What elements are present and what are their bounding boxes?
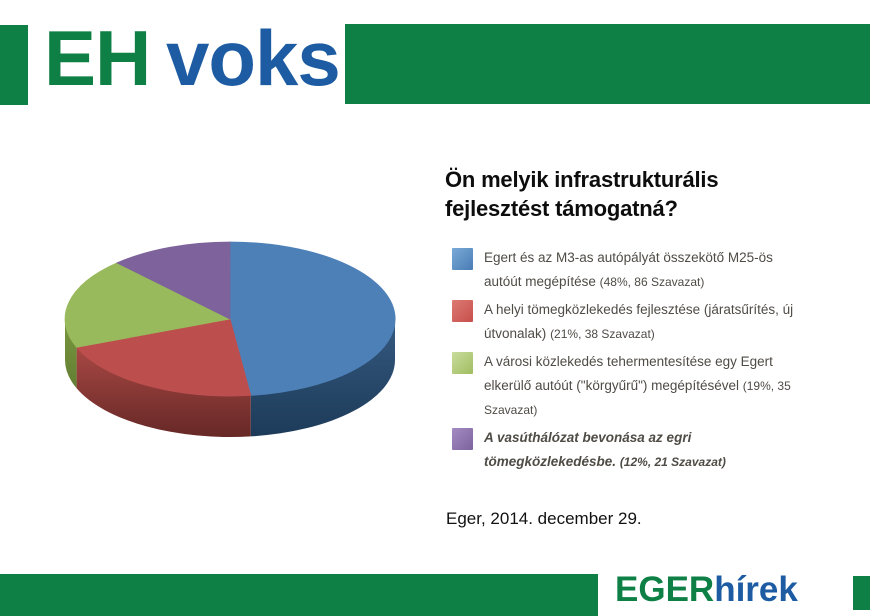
logo-text-secondary: voks bbox=[165, 14, 340, 102]
legend-item bbox=[452, 246, 820, 294]
legend-color-swatch bbox=[452, 248, 473, 270]
legend-item-stat: (19%, 35 Szavazat) bbox=[484, 379, 791, 417]
legend-item bbox=[452, 298, 820, 346]
legend-color-swatch bbox=[452, 352, 473, 374]
poll-question-title: Ön melyik infrastrukturális fejlesztést támogatná? bbox=[445, 167, 719, 221]
legend-item bbox=[452, 426, 820, 474]
logo-text-primary: EH bbox=[44, 14, 151, 102]
footer-right-accent-block bbox=[853, 576, 870, 610]
legend-item-label: A vasúthálózat bevonása az egri tömegközlekedésbe. bbox=[484, 430, 692, 469]
legend-item bbox=[452, 350, 820, 422]
legend-item-label: A városi közlekedés tehermentesítése egy Egert elkerülő autóút ("körgyűrű") megépítésével bbox=[484, 354, 773, 393]
legend-item-stat: (48%, 86 Szavazat) bbox=[599, 275, 705, 289]
legend-color-swatch bbox=[452, 300, 473, 322]
poll-date: Eger, 2014. december 29. bbox=[446, 509, 642, 528]
header-green-bar bbox=[345, 24, 870, 104]
footer-logo-text-secondary: hírek bbox=[714, 570, 798, 609]
legend-color-swatch bbox=[452, 428, 473, 450]
legend-item-stat: (21%, 38 Szavazat) bbox=[550, 327, 655, 341]
footer-logo-text-primary: EGER bbox=[615, 570, 715, 609]
pie-chart-container bbox=[50, 235, 410, 450]
eh-voks-logo bbox=[44, 14, 340, 102]
legend-item-label: Egert és az M3-as autópályát összekötő M25-ös autóút megépítése bbox=[484, 250, 773, 289]
footer-green-bar bbox=[0, 574, 598, 616]
egerhirek-logo bbox=[615, 570, 798, 610]
legend-item-label: A helyi tömegközlekedés fejlesztése (járatsűrítés, új útvonalak) bbox=[484, 302, 794, 341]
legend-item-stat: (12%, 21 Szavazat) bbox=[619, 455, 726, 469]
poll-legend bbox=[452, 246, 820, 478]
pie-chart bbox=[50, 235, 410, 450]
header-left-accent-block bbox=[0, 25, 28, 105]
